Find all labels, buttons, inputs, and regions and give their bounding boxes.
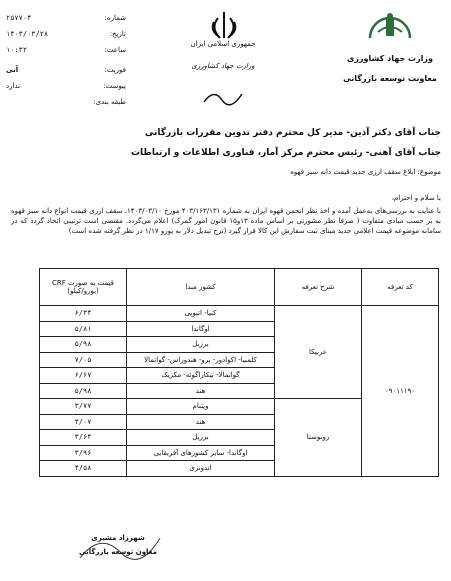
header-origin: کشور مبدا [127, 269, 275, 306]
signatory-name: شهرزاد مشیری [91, 534, 145, 542]
header-description: شرح تعرفه [275, 269, 362, 306]
header-tariff: کد تعرفه [362, 269, 439, 306]
origin-cell: برزیل [127, 430, 275, 446]
calligraphy-mark-icon [200, 88, 250, 106]
meta-number-label: شماره: [104, 14, 126, 22]
meta-attachment-value: ندارد [6, 82, 21, 90]
price-cell: ۵/۹۸ [40, 383, 127, 399]
price-cell: ۳/۶۴ [40, 430, 127, 446]
origin-cell: برزیل [127, 337, 275, 353]
meta-time-label: ساعت: [104, 46, 126, 54]
price-cell: ۴/۵۸ [40, 461, 127, 477]
price-cell: ۷/۰۵ [40, 352, 127, 368]
meta-attachment [6, 82, 126, 90]
price-cell: ۶/۳۴ [40, 306, 127, 322]
meta-attachment-label: پیوست: [103, 82, 126, 90]
table-header-row [40, 269, 439, 306]
group-arabica: عربیکا [275, 306, 362, 399]
meta-date [6, 30, 126, 38]
price-cell: ۳/۹۶ [40, 445, 127, 461]
meta-classification [6, 98, 126, 106]
addressee-2: جناب آقای آهنی- رئیس محترم مرکز آمار، فناوری اطلاعات و ارتباطات [130, 148, 441, 158]
meta-number-value: ۲۵۷۷۰۴ [6, 14, 32, 22]
signatory-title: معاون توسعه بازرگانی [79, 548, 157, 556]
origin-cell: هند [127, 414, 275, 430]
iran-emblem-icon [208, 10, 240, 40]
price-cell: ۵/۸۱ [40, 321, 127, 337]
price-cell: ۵/۹۸ [40, 337, 127, 353]
origin-cell: گواتمالا- نیکاراگوئه- مکزیک [127, 368, 275, 384]
meta-classification-label: طبقه بندی: [93, 98, 126, 106]
meta-urgency-label: فوریت: [104, 66, 126, 74]
origin-cell: اوگاندا- سایر کشورهای آفریقایی [127, 445, 275, 461]
origin-cell: کلمبیا- اکوادور- پرو- هندوراس- گواتمالا [127, 352, 275, 368]
price-cell: ۶/۶۷ [40, 368, 127, 384]
addressee-1: جناب آقای دکتر آذین- مدیر کل محترم دفتر تدوین مقررات بازرگانی [144, 128, 441, 138]
government-title: جمهوری اسلامی ایران [190, 40, 256, 48]
meta-number [6, 14, 126, 22]
ministry-logo-icon [362, 8, 418, 48]
origin-cell: کنیا- اتیوپی [127, 306, 275, 322]
meta-time [6, 46, 126, 54]
letter-greeting: با سلام و احترام، [391, 194, 441, 202]
price-cell: ۴/۰۷ [40, 414, 127, 430]
meta-date-label: تاریخ: [109, 30, 126, 38]
origin-cell: اوگاندا [127, 321, 275, 337]
price-table [39, 268, 439, 477]
table-row [40, 306, 439, 322]
ministry-name: وزارت جهاد کشاورزی [346, 54, 433, 63]
ministry-calligraphy: وزارت جهاد کشاورزی [191, 62, 255, 70]
origin-cell: هند [127, 383, 275, 399]
letter-subject: موضوع: ابلاغ سقف ارزی جدید قیمت دانه سبز قهوه [290, 168, 441, 176]
origin-cell: ویتنام [127, 399, 275, 415]
origin-cell: اندونزی [127, 461, 275, 477]
meta-urgency [6, 66, 126, 74]
meta-urgency-value: آنی [6, 66, 19, 74]
price-cell: ۳/۷۷ [40, 399, 127, 415]
meta-date-value: ۱۴۰۳/۰۳/۲۸ [6, 30, 49, 38]
header-price: قیمت به صورت CRF (یورو/کیلو) [40, 269, 127, 306]
group-robusta: روبوستا [275, 399, 362, 477]
tariff-code: ۰۹۰۱۱۱۹۰ [362, 306, 439, 477]
ministry-deputy: معاونت توسعه بازرگانی [343, 74, 437, 83]
meta-time-value: ۱۰:۳۲ [6, 46, 28, 54]
letter-body: با عنایت به بررسی‌های به‌عمل آمده و اخذ نظر انجمن قهوه ایران به شماره ۴۰۳/۱۶۳/۱۳۱ مورخ ۱۴۰۳/۰۳/۱۰، سقف ارزی قیمت انواع دانه سبز قهوه به بر حسب مبادی متفاوت ( صرفا نظر مشورتی بر اساس ماده ۱۳و۱۵ قانون امور گمرک) اعلام می‌گردد. مقتضی است ترتیبی اتخاذ گردد که در سامانه موضوعه قیمت اعلامی جدید مبنای ثبت سفارش این کالا قرار گیرد (نرخ تبدیل دلار به یورو ۱/۱۷ در نظر گرفته شده است) [11, 207, 441, 235]
